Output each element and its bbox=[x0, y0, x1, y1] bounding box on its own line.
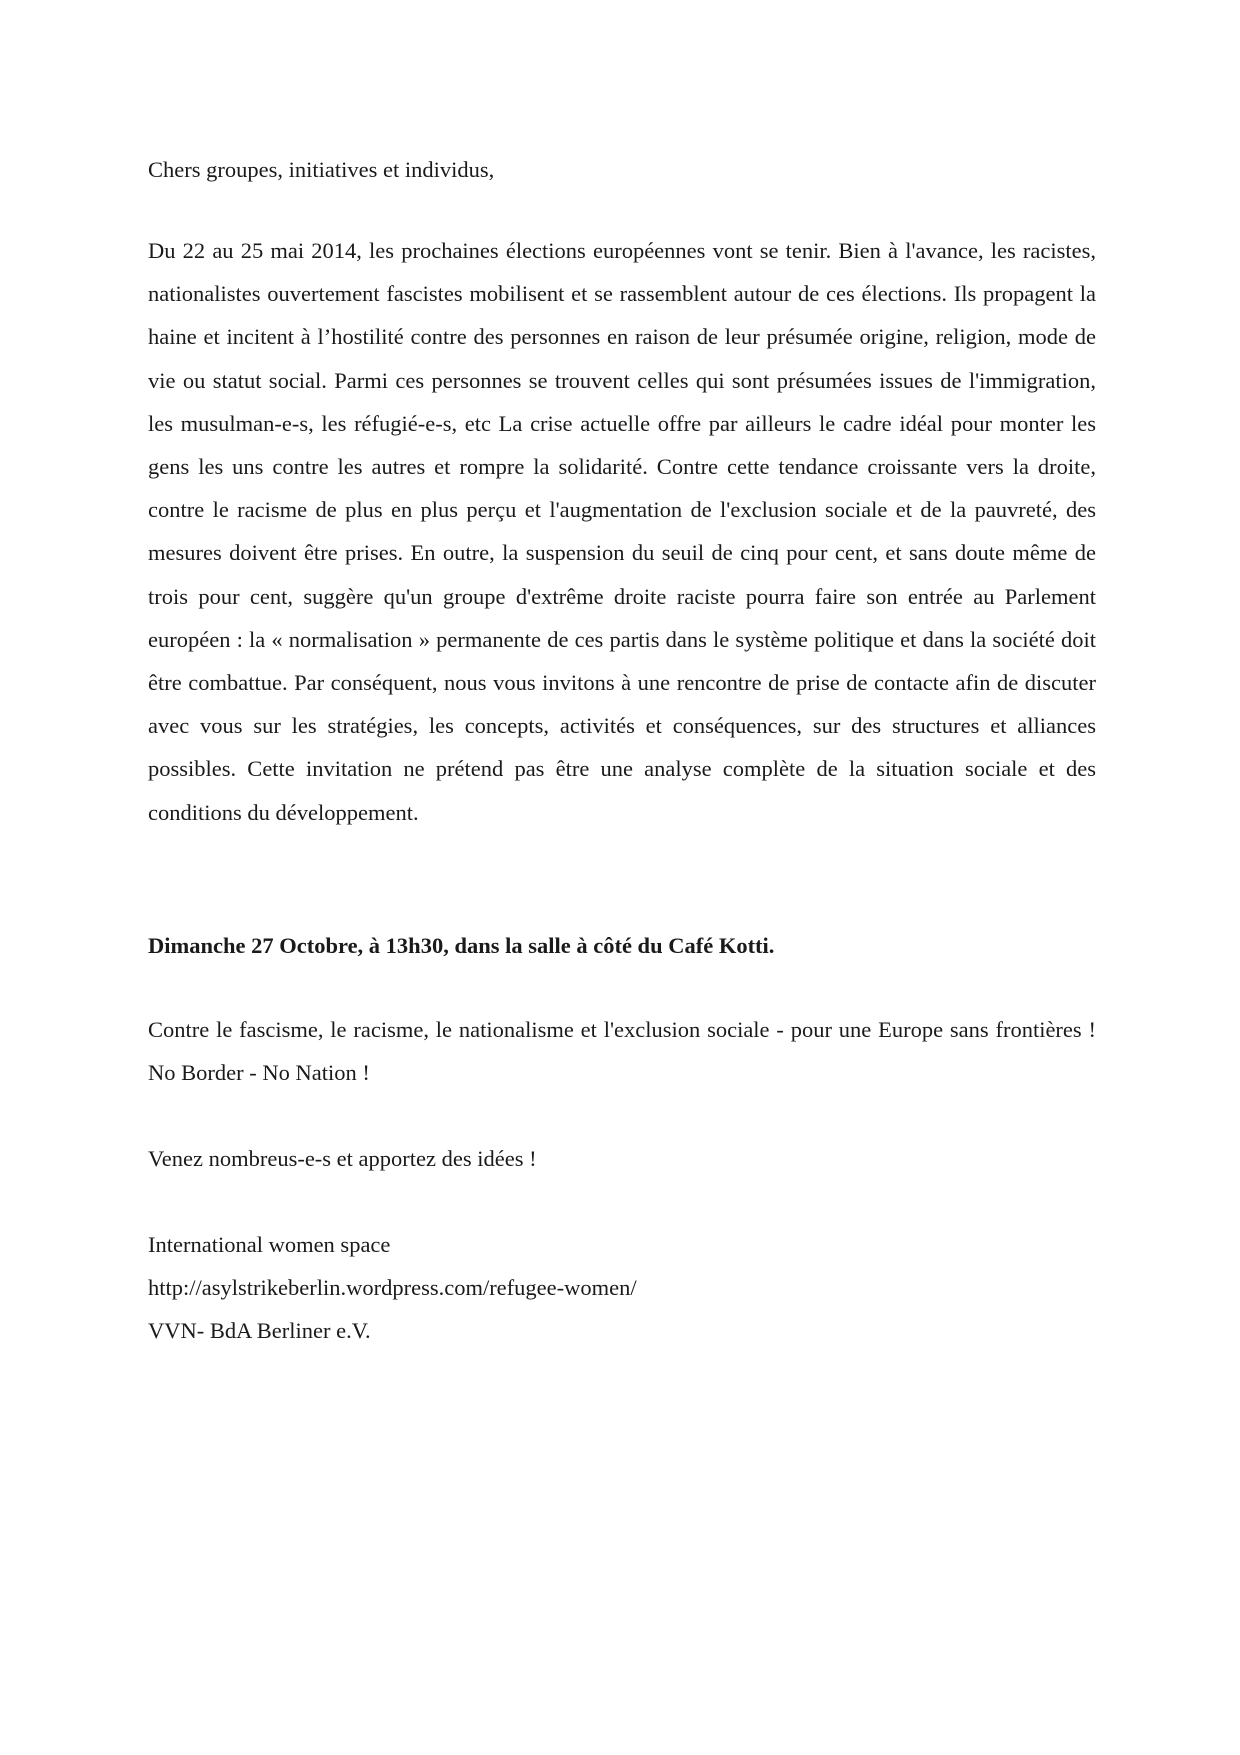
meeting-announcement: Dimanche 27 Octobre, à 13h30, dans la salle à côté du Café Kotti. bbox=[148, 933, 775, 958]
intro-paragraph: Du 22 au 25 mai 2014, les prochaines élections européennes vont se tenir. Bien à l'avance, les racistes, nationalistes ouvertement fascistes mobilisent et se rassemblent autour de ces élections. Ils propagent la haine et incitent à l’hostilité contre des personnes en raison de leur présumée origine, religion, mode de vie ou statut social. Parmi ces personnes se trouvent celles qui sont présumées issues de l'immigration, les musulman-e-s, les réfugié-e-s, etc La crise actuelle offre par ailleurs le cadre idéal pour monter les gens les uns contre les autres et rompre la solidarité. Contre cette tendance croissante vers la droite, contre le racisme de plus en plus perçu et l'augmentation de l'exclusion sociale et de la pauvreté, des mesures doivent être prises. En outre, la suspension du seuil de cinq pour cent, et sans doute même de trois pour cent, suggère qu'un groupe d'extrême droite raciste pourra faire son entrée au Parlement européen : la « normalisation » permanente de ces partis dans le système politique et dans la société doit être combattue. Par conséquent, nous vous invitons à une rencontre de prise de contacte afin de discuter avec vous sur les stratégies, les concepts, activités et conséquences, sur des structures et alliances possibles. Cette invitation ne prétend pas être une analyse complète de la situation sociale et des conditions du développement. bbox=[148, 238, 1096, 825]
salutation: Chers groupes, initiatives et individus, bbox=[148, 157, 495, 182]
call-to-action: Venez nombreus-e-s et apportez des idées ! bbox=[148, 1146, 537, 1171]
signature-url: http://asylstrikeberlin.wordpress.com/refugee-women/ bbox=[148, 1275, 637, 1300]
slogan-paragraph: Contre le fascisme, le racisme, le nationalisme et l'exclusion sociale - pour une Europe sans frontières ! No Border - No Nation ! bbox=[148, 1017, 1096, 1086]
signature-organization: VVN- BdA Berliner e.V. bbox=[148, 1318, 371, 1343]
signature-block bbox=[148, 1223, 1096, 1352]
signature-organization: International women space bbox=[148, 1232, 391, 1257]
